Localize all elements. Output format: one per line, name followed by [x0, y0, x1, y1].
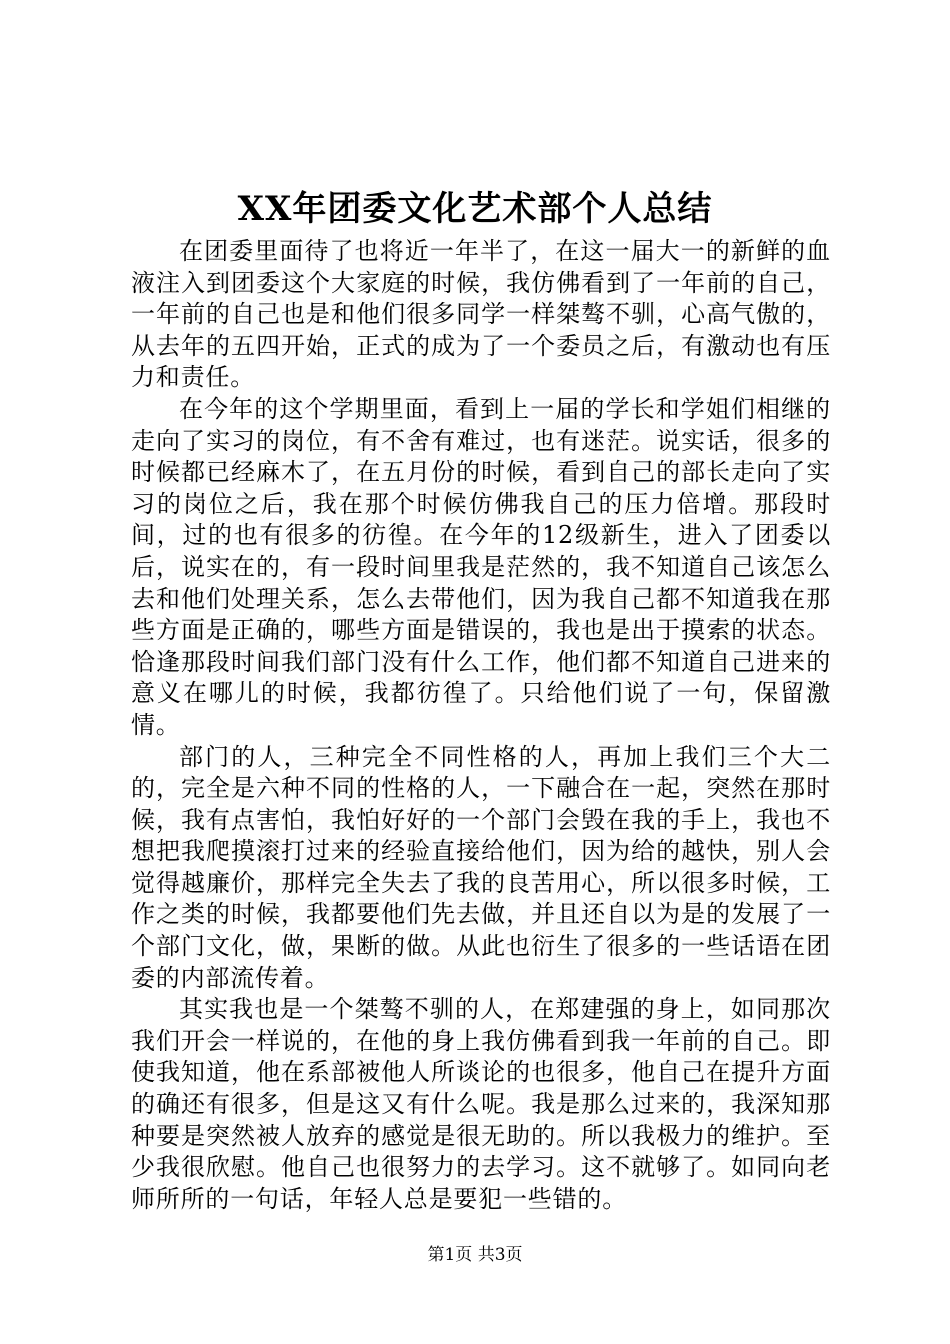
- paragraph: 在今年的这个学期里面，看到上一届的学长和学姐们相继的走向了实习的岗位，有不舍有难过，也有迷茫。说实话，很多的时候都已经麻木了，在五月份的时候，看到自己的部长走向了实习的岗位之后，我在那个时候仿佛我自己的压力倍增。那段时间，过的也有很多的彷徨。在今年的12级新生，进入了团委以后，说实在的，有一段时间里我是茫然的，我不知道自己该怎么去和他们处理关系，怎么去带他们，因为我自己都不知道我在那些方面是正确的，哪些方面是错误的，我也是出于摸索的状态。恰逢那段时间我们部门没有什么工作，他们都不知道自己进来的意义在哪儿的时候，我都彷徨了。只给他们说了一句，保留激情。: [131, 394, 831, 739]
- paragraph: 在团委里面待了也将近一年半了，在这一届大一的新鲜的血液注入到团委这个大家庭的时候，我仿佛看到了一年前的自己，一年前的自己也是和他们很多同学一样桀骜不驯，心高气傲的，从去年的五四开始，正式的成为了一个委员之后，有激动也有压力和责任。: [131, 237, 831, 392]
- page-number-footer: 第1页 共3页: [427, 1245, 523, 1265]
- paragraph: 部门的人，三种完全不同性格的人，再加上我们三个大二的，完全是六种不同的性格的人，一下融合在一起，突然在那时候，我有点害怕，我怕好好的一个部门会毁在我的手上，我也不想把我爬摸滚打过来的经验直接给他们，因为给的越快，别人会觉得越廉价，那样完全失去了我的良苦用心，所以很多时候，工作之类的时候，我都要他们先去做，并且还自以为是的发展了一个部门文化，做，果断的做。从此也衍生了很多的一些话语在团委的内部流传着。: [131, 742, 831, 992]
- paragraph: 其实我也是一个桀骜不驯的人，在郑建强的身上，如同那次我们开会一样说的，在他的身上我仿佛看到我一年前的自己。即使我知道，他在系部被他人所谈论的也很多，他自己在提升方面的确还有很多，但是这又有什么呢。我是那么过来的，我深知那种要是突然被人放弃的感觉是很无助的。所以我极力的维护。至少我很欣慰。他自己也很努力的去学习。这不就够了。如同向老师所所的一句话，年轻人总是要犯一些错的。: [131, 995, 831, 1213]
- document-title: XX年团委文化艺术部个人总结: [237, 189, 713, 229]
- document-body: [131, 236, 831, 1215]
